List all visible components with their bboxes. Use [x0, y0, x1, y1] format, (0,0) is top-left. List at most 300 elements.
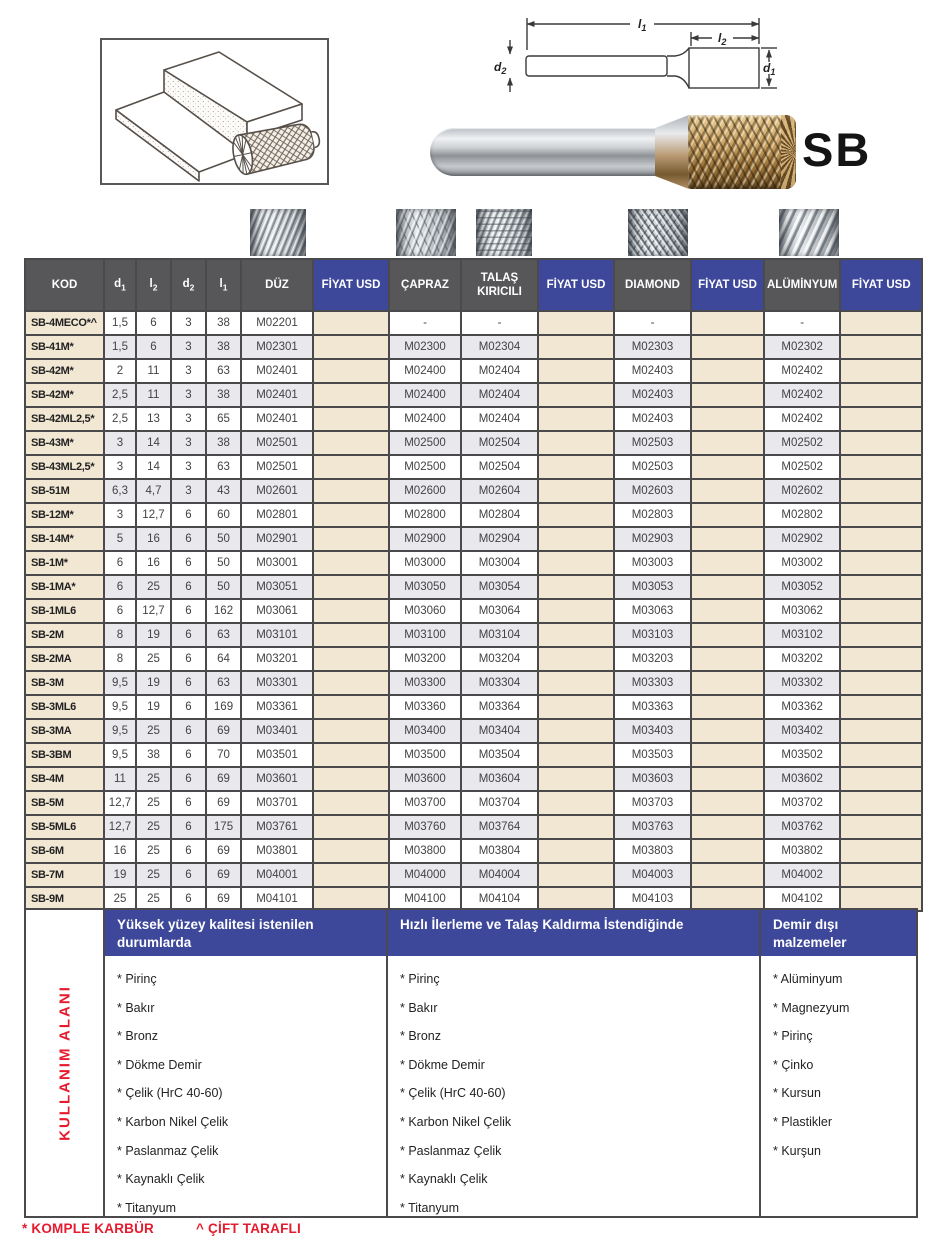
table-cell: M02501	[241, 431, 313, 455]
table-cell: M03504	[461, 743, 538, 767]
table-cell	[538, 551, 614, 575]
table-cell: M04001	[241, 863, 313, 887]
table-cell	[691, 359, 764, 383]
table-row	[25, 647, 922, 671]
table-cell: 50	[206, 527, 241, 551]
table-cell: 6	[171, 767, 206, 791]
table-cell	[840, 455, 922, 479]
table-cell	[538, 743, 614, 767]
table-cell: -	[614, 311, 691, 335]
table-cell: M02402	[764, 383, 840, 407]
table-cell: -	[389, 311, 461, 335]
table-cell: M03053	[614, 575, 691, 599]
table-cell: 2,5	[104, 407, 136, 431]
row-code: SB-41M*	[25, 335, 104, 359]
table-cell: M02404	[461, 383, 538, 407]
row-code: SB-43M*	[25, 431, 104, 455]
table-cell: 6	[171, 815, 206, 839]
table-cell: M03761	[241, 815, 313, 839]
usage-section-title: Hızlı İlerleme ve Talaş Kaldırma İstendiğinde	[388, 910, 759, 956]
table-cell: M03804	[461, 839, 538, 863]
table-cell: M02503	[614, 431, 691, 455]
table-cell: M03054	[461, 575, 538, 599]
table-cell: 25	[136, 575, 171, 599]
table-cell: 25	[136, 647, 171, 671]
table-cell: 69	[206, 887, 241, 911]
table-cell	[538, 623, 614, 647]
table-cell: M03300	[389, 671, 461, 695]
table-cell: M03801	[241, 839, 313, 863]
table-cell: 14	[136, 455, 171, 479]
table-cell: 19	[136, 623, 171, 647]
table-cell: M02404	[461, 359, 538, 383]
table-cell: 3	[171, 479, 206, 503]
table-cell: M04002	[764, 863, 840, 887]
table-cell: 64	[206, 647, 241, 671]
table-cell	[538, 479, 614, 503]
burr-photo-shank	[430, 128, 658, 176]
table-cell: M02304	[461, 335, 538, 359]
table-row	[25, 767, 922, 791]
table-cell: M02500	[389, 431, 461, 455]
table-cell: M03704	[461, 791, 538, 815]
table-cell: 70	[206, 743, 241, 767]
table-cell	[691, 455, 764, 479]
table-cell: M03000	[389, 551, 461, 575]
usage-item: * Kaynaklı Çelik	[400, 1172, 488, 1187]
table-cell: 1,5	[104, 311, 136, 335]
table-cell: M02903	[614, 527, 691, 551]
table-cell: M03760	[389, 815, 461, 839]
table-cell	[538, 335, 614, 359]
table-cell: M03364	[461, 695, 538, 719]
table-cell	[313, 407, 389, 431]
row-code: SB-43ML2,5*	[25, 455, 104, 479]
table-cell: M03102	[764, 623, 840, 647]
table-cell	[691, 719, 764, 743]
table-cell: 3	[171, 311, 206, 335]
table-row	[25, 407, 922, 431]
usage-item: * Bronz	[117, 1029, 158, 1044]
table-cell	[840, 407, 922, 431]
table-cell: M02904	[461, 527, 538, 551]
table-cell	[840, 575, 922, 599]
table-cell	[840, 743, 922, 767]
table-cell: M02900	[389, 527, 461, 551]
table-cell: M02503	[614, 455, 691, 479]
table-cell: 69	[206, 839, 241, 863]
table-cell	[840, 503, 922, 527]
table-cell: M02601	[241, 479, 313, 503]
table-cell	[840, 695, 922, 719]
table-cell: M03361	[241, 695, 313, 719]
table-row	[25, 815, 922, 839]
column-header: $l_1$	[206, 259, 241, 311]
table-cell	[313, 719, 389, 743]
burr-photo-head	[688, 115, 796, 189]
table-cell	[313, 575, 389, 599]
table-cell: 16	[136, 527, 171, 551]
table-cell	[840, 479, 922, 503]
row-code: SB-3MA	[25, 719, 104, 743]
table-cell	[691, 407, 764, 431]
dimension-drawing	[470, 2, 930, 106]
table-cell: M02402	[764, 407, 840, 431]
table-cell	[840, 863, 922, 887]
table-cell: M03004	[461, 551, 538, 575]
table-cell: 43	[206, 479, 241, 503]
table-cell: 25	[136, 719, 171, 743]
table-cell: M03201	[241, 647, 313, 671]
row-code: SB-2MA	[25, 647, 104, 671]
table-cell: 38	[206, 311, 241, 335]
table-cell: 6	[171, 743, 206, 767]
table-cell	[313, 623, 389, 647]
table-cell: 38	[206, 431, 241, 455]
table-cell: M02302	[764, 335, 840, 359]
table-cell: -	[461, 311, 538, 335]
usage-item: * Karbon Nikel Çelik	[117, 1114, 229, 1129]
table-cell: 6	[171, 887, 206, 911]
burr-photo-taper	[655, 115, 689, 189]
texture-thumb-aluminyum	[779, 209, 839, 256]
table-cell: 162	[206, 599, 241, 623]
table-cell: M04000	[389, 863, 461, 887]
usage-item: * Plastikler	[773, 1114, 833, 1129]
table-cell: M02403	[614, 359, 691, 383]
table-cell: 38	[206, 383, 241, 407]
footnote-cift-tarafli: ^ ÇİFT TARAFLI	[196, 1221, 301, 1236]
table-cell: M03203	[614, 647, 691, 671]
table-row	[25, 503, 922, 527]
table-cell	[313, 431, 389, 455]
table-cell: 6	[171, 527, 206, 551]
usage-item: * Bakır	[117, 1000, 155, 1015]
table-cell	[313, 479, 389, 503]
application-sketch-drawing	[102, 40, 327, 183]
table-cell: M02502	[764, 455, 840, 479]
table-cell: 6	[171, 575, 206, 599]
row-code: SB-7M	[25, 863, 104, 887]
table-row	[25, 551, 922, 575]
table-cell: M04100	[389, 887, 461, 911]
table-cell	[840, 551, 922, 575]
usage-item: * Bakır	[400, 1000, 438, 1015]
spec-table	[24, 258, 923, 912]
usage-item-list	[105, 956, 386, 1222]
usage-item: * Çelik (HrC 40-60)	[117, 1086, 223, 1101]
table-cell: 69	[206, 767, 241, 791]
row-code: SB-42M*	[25, 383, 104, 407]
table-cell: 63	[206, 623, 241, 647]
table-cell: M02301	[241, 335, 313, 359]
table-cell	[538, 575, 614, 599]
usage-item: * Kaynaklı Çelik	[117, 1172, 205, 1187]
row-code: SB-3ML6	[25, 695, 104, 719]
table-cell: 12,7	[136, 599, 171, 623]
table-cell: M02504	[461, 431, 538, 455]
table-cell: M03602	[764, 767, 840, 791]
table-cell: M03202	[764, 647, 840, 671]
table-row	[25, 383, 922, 407]
table-cell	[313, 695, 389, 719]
usage-item-list	[761, 956, 916, 1165]
column-header: KOD	[25, 259, 104, 311]
row-code: SB-4M	[25, 767, 104, 791]
table-cell: -	[764, 311, 840, 335]
table-cell	[691, 503, 764, 527]
table-cell	[313, 599, 389, 623]
table-row	[25, 311, 922, 335]
usage-item: * Magnezyum	[773, 1000, 850, 1015]
table-cell	[840, 719, 922, 743]
table-cell	[691, 815, 764, 839]
table-cell: M02402	[764, 359, 840, 383]
table-cell	[313, 335, 389, 359]
table-cell: 60	[206, 503, 241, 527]
table-cell: M02300	[389, 335, 461, 359]
application-sketch-box	[100, 38, 329, 185]
table-cell	[538, 431, 614, 455]
table-cell	[691, 599, 764, 623]
table-cell: 175	[206, 815, 241, 839]
table-cell: 19	[104, 863, 136, 887]
table-cell: M02901	[241, 527, 313, 551]
table-cell	[691, 575, 764, 599]
table-cell: 6	[171, 671, 206, 695]
table-cell: M03062	[764, 599, 840, 623]
table-cell: M03401	[241, 719, 313, 743]
table-cell: 3	[171, 359, 206, 383]
table-cell	[538, 815, 614, 839]
table-cell: 9,5	[104, 743, 136, 767]
table-cell: M03500	[389, 743, 461, 767]
table-cell: M03103	[614, 623, 691, 647]
table-cell: M04101	[241, 887, 313, 911]
usage-side-label-cell	[24, 908, 105, 1218]
table-cell: 25	[136, 887, 171, 911]
table-cell: 1,5	[104, 335, 136, 359]
table-row	[25, 335, 922, 359]
table-cell	[313, 839, 389, 863]
usage-side-label: KULLANIM ALANI	[56, 985, 73, 1141]
row-code: SB-1MA*	[25, 575, 104, 599]
row-code: SB-3M	[25, 671, 104, 695]
table-row	[25, 719, 922, 743]
table-cell	[313, 743, 389, 767]
table-cell: 3	[171, 431, 206, 455]
table-cell	[840, 623, 922, 647]
table-cell	[840, 599, 922, 623]
table-cell: 6	[171, 599, 206, 623]
table-cell	[691, 479, 764, 503]
table-cell: M03764	[461, 815, 538, 839]
table-cell: M02604	[461, 479, 538, 503]
table-cell	[691, 743, 764, 767]
table-cell: 6	[171, 839, 206, 863]
table-cell: M03061	[241, 599, 313, 623]
table-cell: 2	[104, 359, 136, 383]
table-row	[25, 455, 922, 479]
usage-item: * Dökme Demir	[117, 1057, 202, 1072]
table-cell: 6	[171, 863, 206, 887]
table-cell: 5	[104, 527, 136, 551]
table-cell: M02401	[241, 383, 313, 407]
table-cell: 8	[104, 647, 136, 671]
table-cell	[313, 791, 389, 815]
row-code: SB-9M	[25, 887, 104, 911]
table-cell: M03063	[614, 599, 691, 623]
table-cell	[313, 455, 389, 479]
table-cell: M03603	[614, 767, 691, 791]
table-cell: M03601	[241, 767, 313, 791]
table-cell: M02401	[241, 407, 313, 431]
table-cell	[538, 503, 614, 527]
table-cell	[840, 671, 922, 695]
table-cell: 6	[171, 695, 206, 719]
table-cell: 169	[206, 695, 241, 719]
table-cell: 6	[171, 719, 206, 743]
table-cell: M03302	[764, 671, 840, 695]
table-cell	[840, 359, 922, 383]
table-cell: 6	[104, 599, 136, 623]
table-cell: M04004	[461, 863, 538, 887]
table-cell: M02802	[764, 503, 840, 527]
table-cell	[691, 647, 764, 671]
table-cell: M02801	[241, 503, 313, 527]
table-cell: 69	[206, 719, 241, 743]
table-cell	[840, 527, 922, 551]
table-cell: M03052	[764, 575, 840, 599]
table-cell: 25	[136, 839, 171, 863]
table-cell	[313, 863, 389, 887]
table-cell: 6	[171, 503, 206, 527]
table-cell: 6,3	[104, 479, 136, 503]
table-cell	[840, 767, 922, 791]
table-cell	[538, 767, 614, 791]
table-cell: 65	[206, 407, 241, 431]
table-cell: 16	[104, 839, 136, 863]
dim-label-d1: $d_1$	[763, 61, 776, 77]
table-cell: M03304	[461, 671, 538, 695]
usage-section-title: Yüksek yüzey kalitesi istenilen durumlarda	[105, 910, 386, 956]
row-code: SB-1ML6	[25, 599, 104, 623]
table-cell	[691, 671, 764, 695]
table-cell: 3	[171, 335, 206, 359]
row-code: SB-5M	[25, 791, 104, 815]
table-cell	[313, 815, 389, 839]
row-code: SB-2M	[25, 623, 104, 647]
table-cell: M03404	[461, 719, 538, 743]
column-header: $l_2$	[136, 259, 171, 311]
table-cell: 12,7	[104, 791, 136, 815]
table-row	[25, 599, 922, 623]
table-cell: 50	[206, 575, 241, 599]
row-code: SB-12M*	[25, 503, 104, 527]
table-cell: M03702	[764, 791, 840, 815]
table-cell: M03604	[461, 767, 538, 791]
table-cell: 3	[104, 431, 136, 455]
table-cell: M03703	[614, 791, 691, 815]
table-cell: M02501	[241, 455, 313, 479]
table-cell: 25	[136, 791, 171, 815]
table-cell: 6	[136, 335, 171, 359]
table-cell: M03100	[389, 623, 461, 647]
table-cell: M03303	[614, 671, 691, 695]
table-cell: 12,7	[136, 503, 171, 527]
table-cell	[313, 671, 389, 695]
table-cell	[313, 359, 389, 383]
row-code: SB-42ML2,5*	[25, 407, 104, 431]
row-code: SB-51M	[25, 479, 104, 503]
table-cell	[313, 527, 389, 551]
table-cell	[538, 383, 614, 407]
table-row	[25, 623, 922, 647]
table-cell: M03360	[389, 695, 461, 719]
table-cell	[840, 647, 922, 671]
table-cell: M02403	[614, 407, 691, 431]
table-cell: M03501	[241, 743, 313, 767]
table-row	[25, 479, 922, 503]
column-header: DIAMOND	[614, 259, 691, 311]
table-cell: 6	[171, 623, 206, 647]
table-cell	[538, 863, 614, 887]
table-cell: 38	[206, 335, 241, 359]
table-row	[25, 791, 922, 815]
row-code: SB-1M*	[25, 551, 104, 575]
table-cell	[538, 647, 614, 671]
column-header: $d_1$	[104, 259, 136, 311]
table-cell	[691, 527, 764, 551]
usage-item: * Bronz	[400, 1029, 441, 1044]
row-code: SB-6M	[25, 839, 104, 863]
table-cell: 11	[136, 383, 171, 407]
table-cell	[313, 647, 389, 671]
usage-item-list	[388, 956, 759, 1222]
table-cell: M03363	[614, 695, 691, 719]
table-cell: M03060	[389, 599, 461, 623]
row-code: SB-5ML6	[25, 815, 104, 839]
table-cell: M03700	[389, 791, 461, 815]
table-cell: 6	[104, 575, 136, 599]
usage-item: * Pirinç	[400, 972, 440, 986]
table-cell	[691, 863, 764, 887]
table-cell: M02303	[614, 335, 691, 359]
table-cell: M02504	[461, 455, 538, 479]
table-cell: M03400	[389, 719, 461, 743]
usage-item: * Kursun	[773, 1086, 821, 1101]
table-cell: M02800	[389, 503, 461, 527]
table-cell: M03050	[389, 575, 461, 599]
table-cell: M03802	[764, 839, 840, 863]
usage-section-title: Demir dışı malzemeler	[761, 910, 916, 956]
table-cell: 25	[136, 767, 171, 791]
table-cell	[691, 551, 764, 575]
table-cell	[691, 695, 764, 719]
table-cell	[538, 311, 614, 335]
table-cell: 25	[136, 815, 171, 839]
table-cell: M02403	[614, 383, 691, 407]
table-cell: 69	[206, 863, 241, 887]
texture-thumb-duz	[250, 209, 306, 256]
table-row	[25, 695, 922, 719]
table-row	[25, 527, 922, 551]
table-cell: M02201	[241, 311, 313, 335]
table-cell	[691, 767, 764, 791]
table-cell: M02400	[389, 359, 461, 383]
row-code: SB-4MECO*^	[25, 311, 104, 335]
texture-thumb-diamond	[628, 209, 688, 256]
